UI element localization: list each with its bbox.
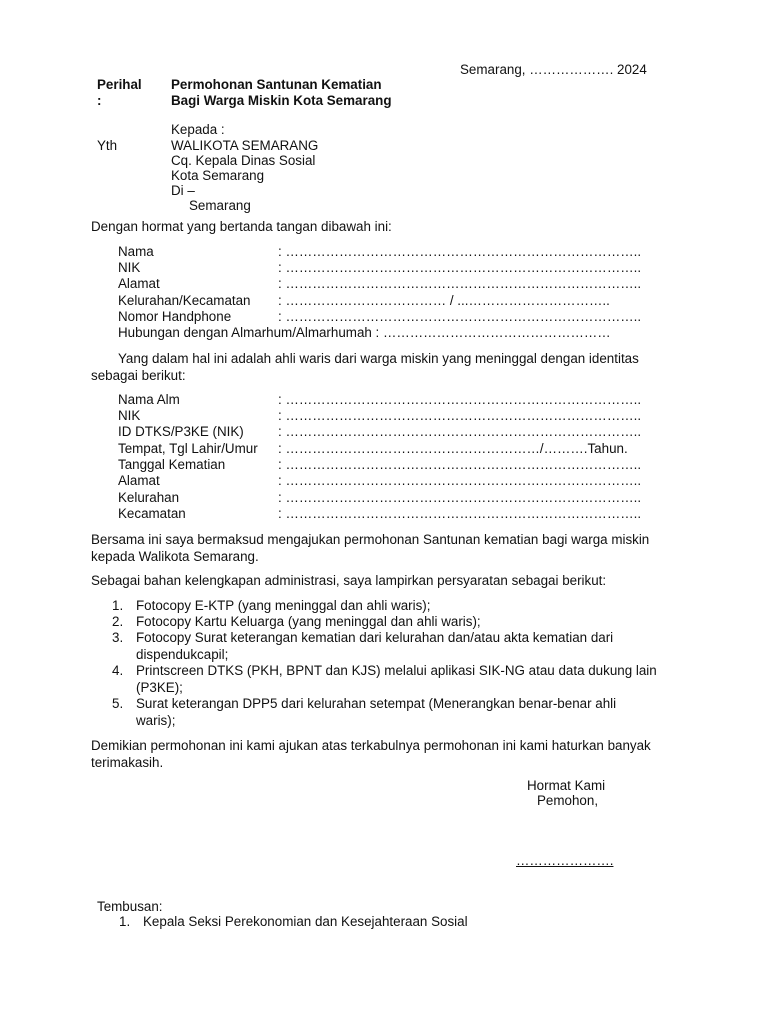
field-blank: : …………………………………………………/……….Tahun. [278,441,628,456]
field-label: Tanggal Kematian [118,457,226,472]
list-text: Kepala Seksi Perekonomian dan Kesejahteraan Sosial [143,914,468,929]
field-label: Tempat, Tgl Lahir/Umur [118,441,258,456]
field-label: Nama [118,244,154,259]
field-label: Alamat [118,473,160,488]
list-text: Printscreen DTKS (PKH, BPNT dan KJS) melalui aplikasi SIK-NG atau data dukung lain (P3KE); [136,663,657,695]
field-label: ID DTKS/P3KE (NIK) [118,424,244,439]
field-blank: : …………………………………………………………………….. [278,473,642,488]
requirements-intro: Sebagai bahan kelengkapan administrasi, saya lampirkan persyaratan sebagai berikut: [91,573,607,588]
field-label: Kelurahan/Kecamatan [118,293,251,308]
list-text: Fotocopy Kartu Keluarga (yang meninggal dan ahli waris); [136,614,481,629]
field-blank: : …………………………………………………………………….. [278,260,642,275]
list-text: Fotocopy E-KTP (yang meninggal dan ahli waris); [136,598,431,613]
recipient-line-4: Di – [171,183,195,198]
signature-title: Pemohon, [537,793,599,808]
field-blank: : …………………………………………………………………….. [278,276,642,291]
relation-line: Hubungan dengan Almarhum/Almarhumah : …………………………………………… [118,325,611,340]
place-date: Semarang, ………………. 2024 [460,62,647,77]
tembusan-label: Tembusan: [97,899,163,914]
field-blank: : …………………………………………………………………….. [278,506,642,521]
list-number: 5. [112,696,124,711]
list-text: Surat keterangan DPP5 dari kelurahan setempat (Menerangkan benar-benar ahli waris); [136,696,617,728]
field-label: NIK [118,408,141,423]
field-blank: : …………………………………………………………………….. [278,408,642,423]
recipient-line-1: WALIKOTA SEMARANG [171,138,319,153]
list-number: 4. [112,663,124,678]
field-blank: : ……………………………… / ...………………………….. [278,293,610,308]
recipient-kepada: Kepada : [171,122,225,137]
list-number: 2. [112,614,124,629]
field-blank: : …………………………………………………………………….. [278,309,642,324]
field-label: NIK [118,260,141,275]
field-label: Nama Alm [118,392,180,407]
field-label: Kelurahan [118,490,180,505]
recipient-yth: Yth [97,138,118,153]
list-number: 3. [112,630,124,645]
heir-paragraph: Yang dalam hal ini adalah ahli waris dari warga miskin yang meninggal dengan identitas sebagai berikut: [91,351,639,383]
perihal-subject-line-1: Permohonan Santunan Kematian [171,77,382,92]
recipient-line-2: Cq. Kepala Dinas Sosial [171,153,316,168]
field-blank: : …………………………………………………………………….. [278,424,642,439]
field-label: Kecamatan [118,506,186,521]
recipient-line-5: Semarang [189,198,251,213]
perihal-label: Perihal [97,77,142,92]
perihal-colon: : [97,93,102,108]
list-number: 1. [112,598,124,613]
field-label: Alamat [118,276,160,291]
recipient-line-3: Kota Semarang [171,168,265,183]
field-blank: : …………………………………………………………………….. [278,490,642,505]
list-text: Fotocopy Surat keterangan kematian dari kelurahan dan/atau akta kematian dari dispendukcapil; [136,630,614,662]
signature-name-line: …………………. [516,853,614,868]
signature-closing: Hormat Kami [527,778,606,793]
perihal-subject-line-2: Bagi Warga Miskin Kota Semarang [171,93,392,108]
list-number: 1. [119,914,131,929]
field-blank: : …………………………………………………………………….. [278,457,642,472]
purpose-paragraph: Bersama ini saya bermaksud mengajukan permohonan Santunan kematian bagi warga miskin kepada Walikota Semarang. [91,532,650,564]
field-blank: : …………………………………………………………………….. [278,392,642,407]
intro-text: Dengan hormat yang bertanda tangan dibawah ini: [91,219,392,234]
field-label: Nomor Handphone [118,309,232,324]
field-blank: : …………………………………………………………………….. [278,244,642,259]
closing-paragraph: Demikian permohonan ini kami ajukan atas terkabulnya permohonan ini kami haturkan banyak terimakasih. [91,738,651,770]
